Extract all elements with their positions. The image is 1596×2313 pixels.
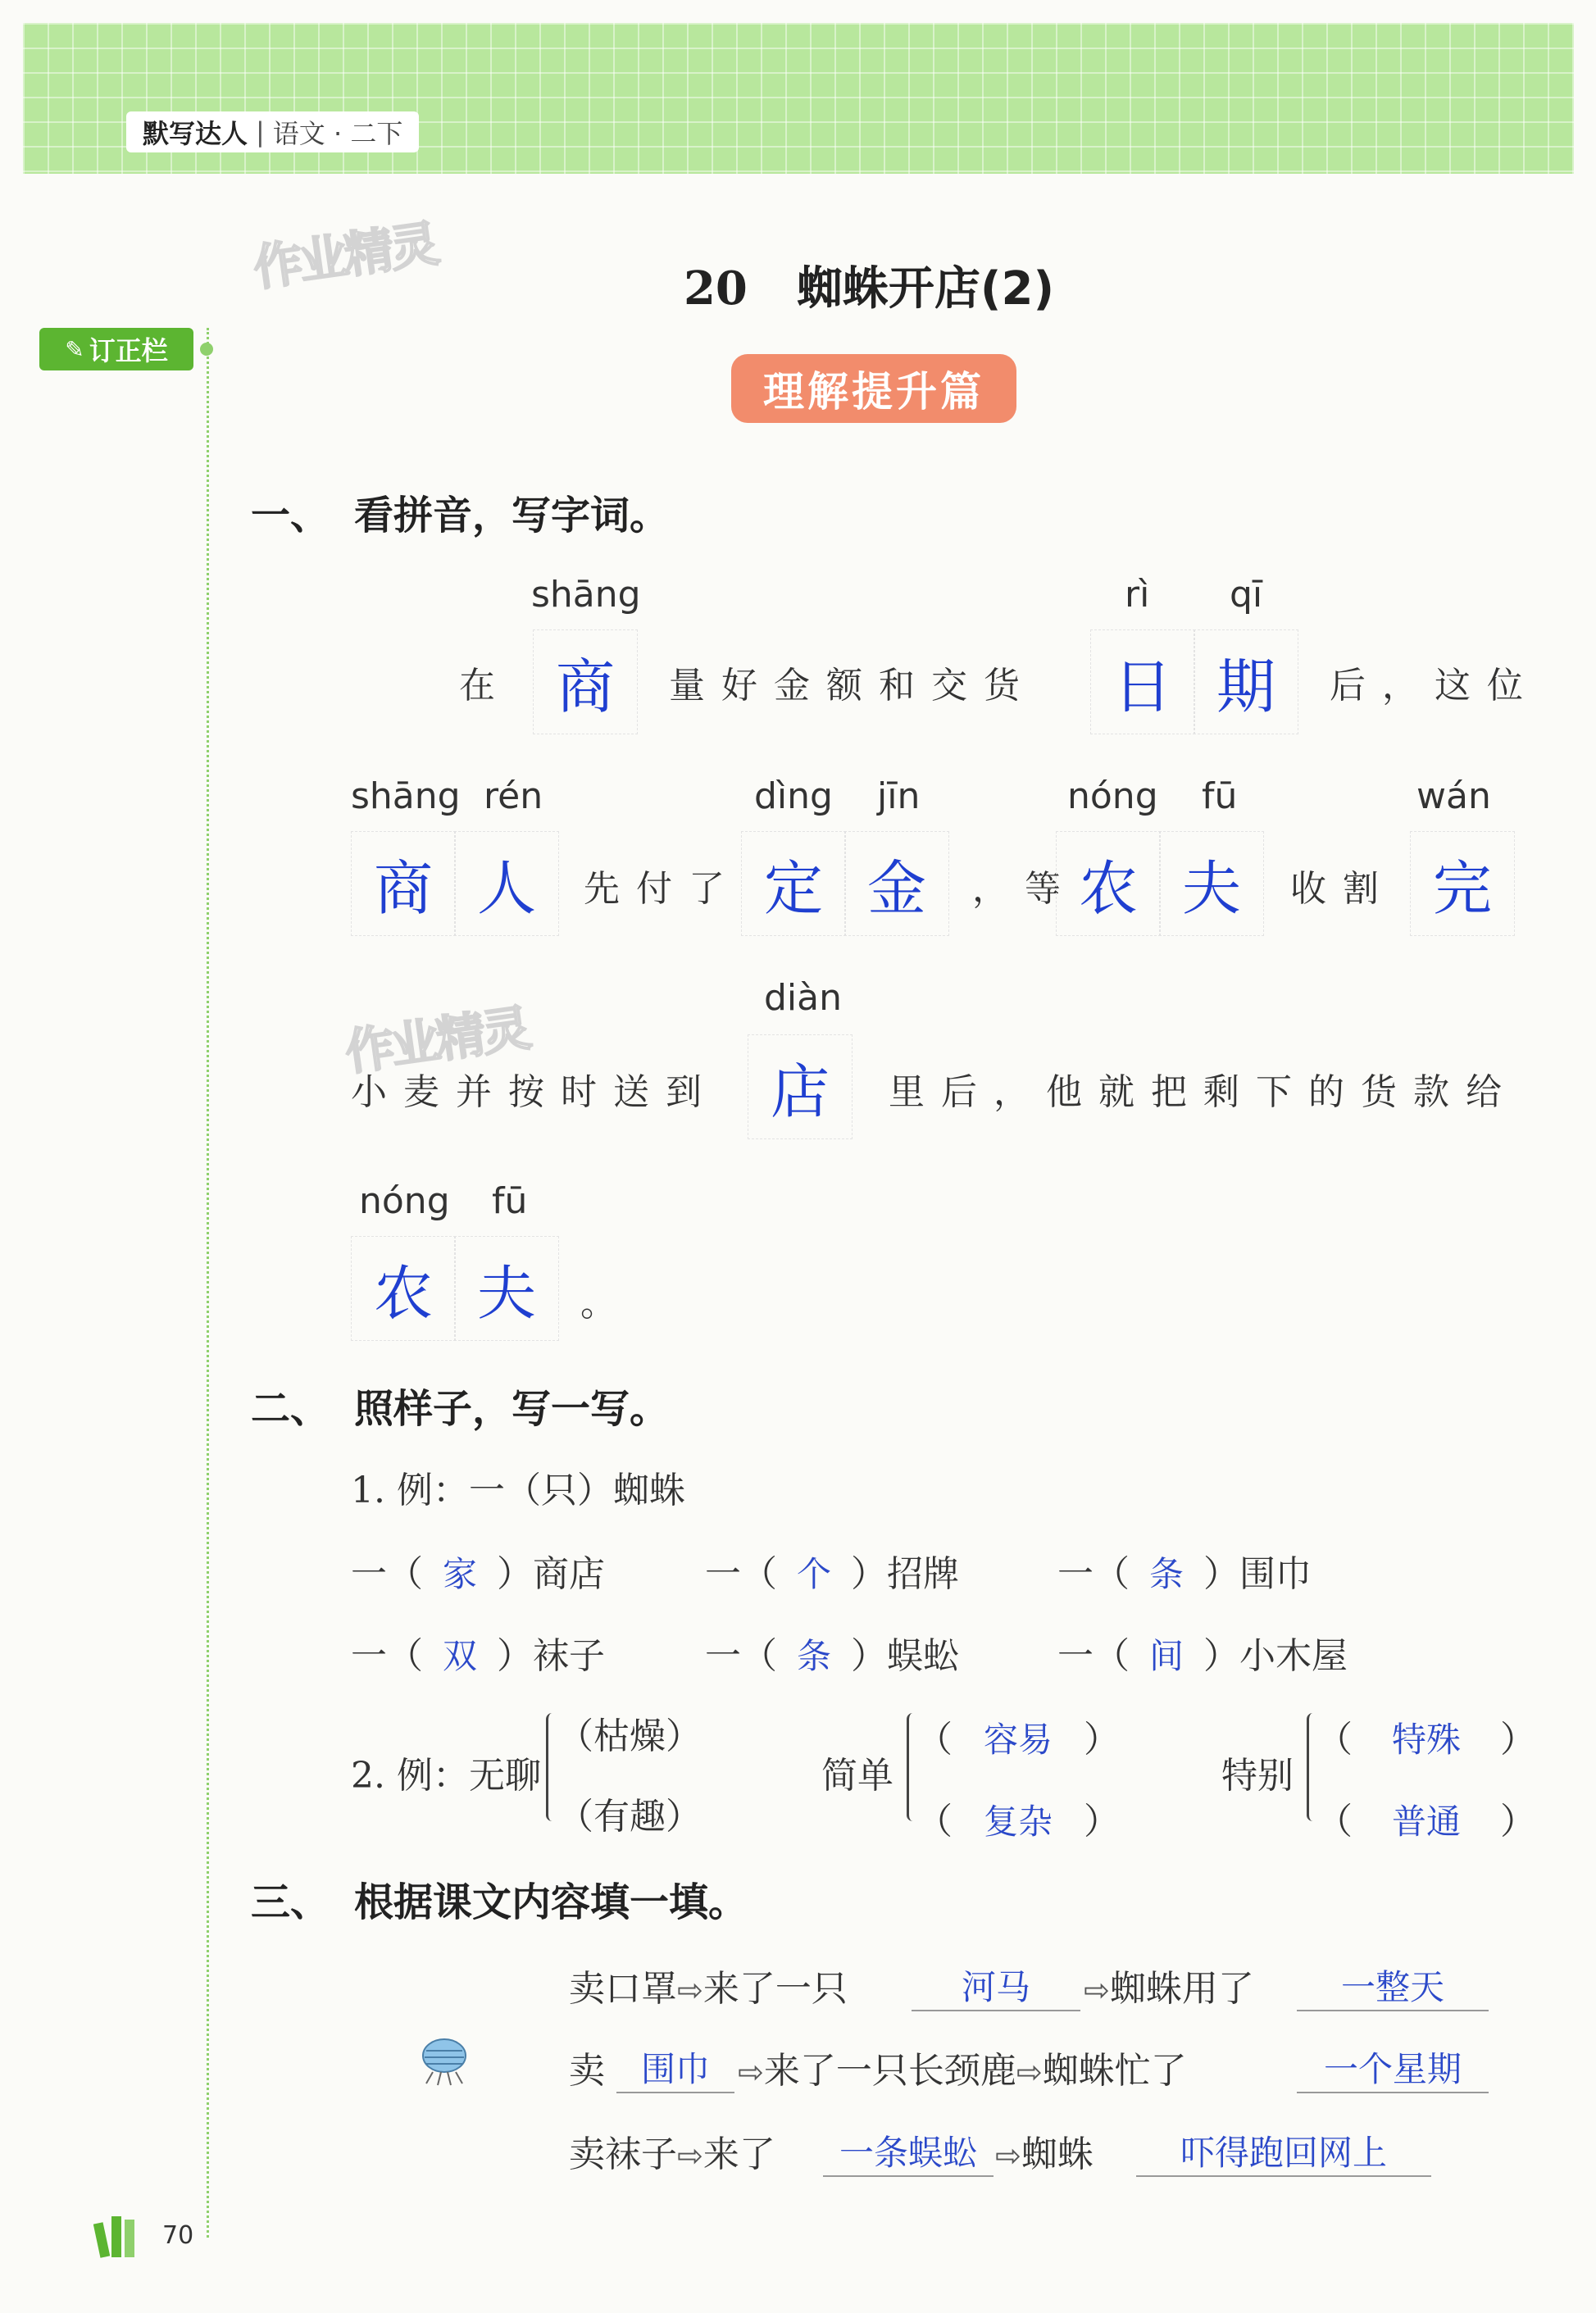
fill-answer: 一个星期 (1323, 2049, 1462, 2089)
answer-box: 夫 (454, 1236, 559, 1341)
margin-divider (207, 328, 209, 2238)
question-1-heading: 一、 看拼音，写字词。 (251, 493, 670, 538)
answer-line (1136, 2175, 1431, 2177)
question-3-heading: 三、 根据课文内容填一填。 (251, 1879, 748, 1925)
story-row: ⇨蜘蛛用了 (1084, 1968, 1254, 2010)
fill-answer: 吓得跑回网上 (1180, 2133, 1387, 2173)
pencil-icon: ✎ (65, 335, 84, 363)
answer-box: 夫 (1159, 831, 1264, 936)
measure-word-item: 一（ 双 ）袜子 (351, 1635, 605, 1677)
fill-answer: 一整天 (1340, 1967, 1444, 2007)
antonym-answer: （ 复杂 ） (916, 1801, 1120, 1843)
pinyin: nóng (1067, 775, 1158, 817)
section-badge: 理解提升篇 (731, 354, 1016, 423)
antonym-word: 简单 (821, 1755, 893, 1797)
fill-answer: 一条蜈蚣 (839, 2133, 977, 2173)
correction-tag (39, 328, 193, 370)
antonym-answer: （ 容易 ） (916, 1719, 1120, 1761)
sentence-text: 里后，他就把剩下的货款给 (889, 1071, 1518, 1113)
pinyin: shāng (351, 775, 461, 817)
answer-line (1297, 2092, 1489, 2093)
pinyin: fū (492, 1180, 528, 1222)
example-line: 1. 例：一（只）蜘蛛 (351, 1470, 685, 1511)
antonym-answer: （ 普通 ） (1316, 1801, 1536, 1843)
antonym-example-bottom: （有趣） (557, 1796, 702, 1838)
story-row: ⇨蜘蛛 (995, 2134, 1094, 2175)
sentence-text: 小麦并按时送到 (351, 1071, 718, 1113)
antonym-example-top: （枯燥） (557, 1715, 702, 1757)
page-number: 70 (162, 2221, 194, 2250)
margin-dot (200, 343, 213, 356)
pinyin: dìng (754, 775, 833, 817)
measure-word-item: 一（ 条 ）蜈蚣 (705, 1635, 959, 1677)
header-banner (23, 23, 1574, 174)
answer-box: 店 (748, 1034, 853, 1139)
story-row: ⇨来了一只长颈鹿⇨蜘蛛忙了 (738, 2050, 1187, 2092)
sentence-text: 量好金额和交货 (669, 665, 1036, 707)
lesson-number: 20 (683, 261, 748, 316)
answer-line (912, 2010, 1080, 2011)
lesson-title (0, 252, 1596, 318)
answer-line (1297, 2010, 1489, 2011)
answer-box: 完 (1410, 831, 1515, 936)
pinyin: shāng (531, 574, 641, 616)
arrow-icon: ⇨ (1084, 1972, 1110, 2008)
watermark: 作业精灵 (341, 999, 532, 1083)
answer-line (823, 2175, 994, 2177)
answer-line (616, 2092, 734, 2093)
pinyin: wán (1416, 775, 1491, 817)
pinyin: nóng (359, 1180, 450, 1222)
answer-box: 农 (1056, 831, 1161, 936)
sentence-text: 后，这位 (1330, 665, 1539, 707)
fill-answer: 围巾 (640, 2049, 710, 2089)
lesson-name: 蜘蛛开店(2) (796, 262, 1055, 316)
story-row: 卖口罩⇨来了一只 (569, 1968, 848, 2010)
antonym-word: 特别 (1221, 1755, 1294, 1797)
answer-box: 日 (1090, 629, 1195, 734)
answer-box: 定 (741, 831, 846, 936)
arrow-icon: ⇨ (995, 2138, 1021, 2174)
measure-word-item: 一（ 间 ）小木屋 (1057, 1635, 1348, 1677)
pinyin: diàn (764, 977, 843, 1019)
question-2-heading: 二、 照样子，写一写。 (251, 1386, 670, 1432)
correction-label: 订正栏 (89, 335, 168, 366)
answer-box: 期 (1194, 629, 1298, 734)
brace (546, 1713, 558, 1821)
fill-answer: 河马 (961, 1967, 1030, 2007)
antonym-answer: （ 特殊 ） (1316, 1719, 1536, 1761)
pinyin: fū (1202, 775, 1238, 817)
sentence-text: 。 (580, 1283, 633, 1325)
answer-box: 农 (351, 1236, 456, 1341)
pinyin: rì (1125, 574, 1150, 616)
book-tag (126, 111, 419, 152)
measure-word-item: 一（ 家 ）商店 (351, 1553, 605, 1595)
answer-box: 商 (351, 831, 456, 936)
sentence-text: 收割 (1290, 868, 1395, 910)
antonym-example-label: 2. 例：无聊 (351, 1755, 541, 1797)
pinyin: jīn (877, 775, 921, 817)
arrow-icon: ⇨ (677, 1972, 703, 2008)
measure-word-item: 一（ 个 ）招牌 (705, 1553, 959, 1595)
series-name: 默写达人 (143, 118, 248, 149)
sentence-text: 在 (459, 665, 512, 707)
answer-box: 人 (454, 831, 559, 936)
books-icon (93, 2210, 151, 2259)
story-row: 卖 (569, 2050, 605, 2092)
arrow-icon: ⇨ (738, 2054, 764, 2090)
pinyin: qī (1230, 574, 1263, 616)
measure-word-item: 一（ 条 ）围巾 (1057, 1553, 1312, 1595)
answer-box: 金 (844, 831, 949, 936)
story-row: 卖袜子⇨来了 (569, 2134, 775, 2175)
watermark: 作业精灵 (249, 215, 440, 298)
spider-icon (412, 2026, 477, 2092)
sentence-text: ，等 (972, 868, 1077, 910)
arrow-icon: ⇨ (1016, 2054, 1043, 2090)
arrow-icon: ⇨ (677, 2138, 703, 2174)
sentence-text: 先付了 (584, 868, 741, 910)
separator: | (256, 116, 265, 148)
pinyin: rén (484, 775, 543, 817)
answer-box: 商 (533, 629, 638, 734)
subject-name: 语文 · 二下 (272, 118, 403, 149)
